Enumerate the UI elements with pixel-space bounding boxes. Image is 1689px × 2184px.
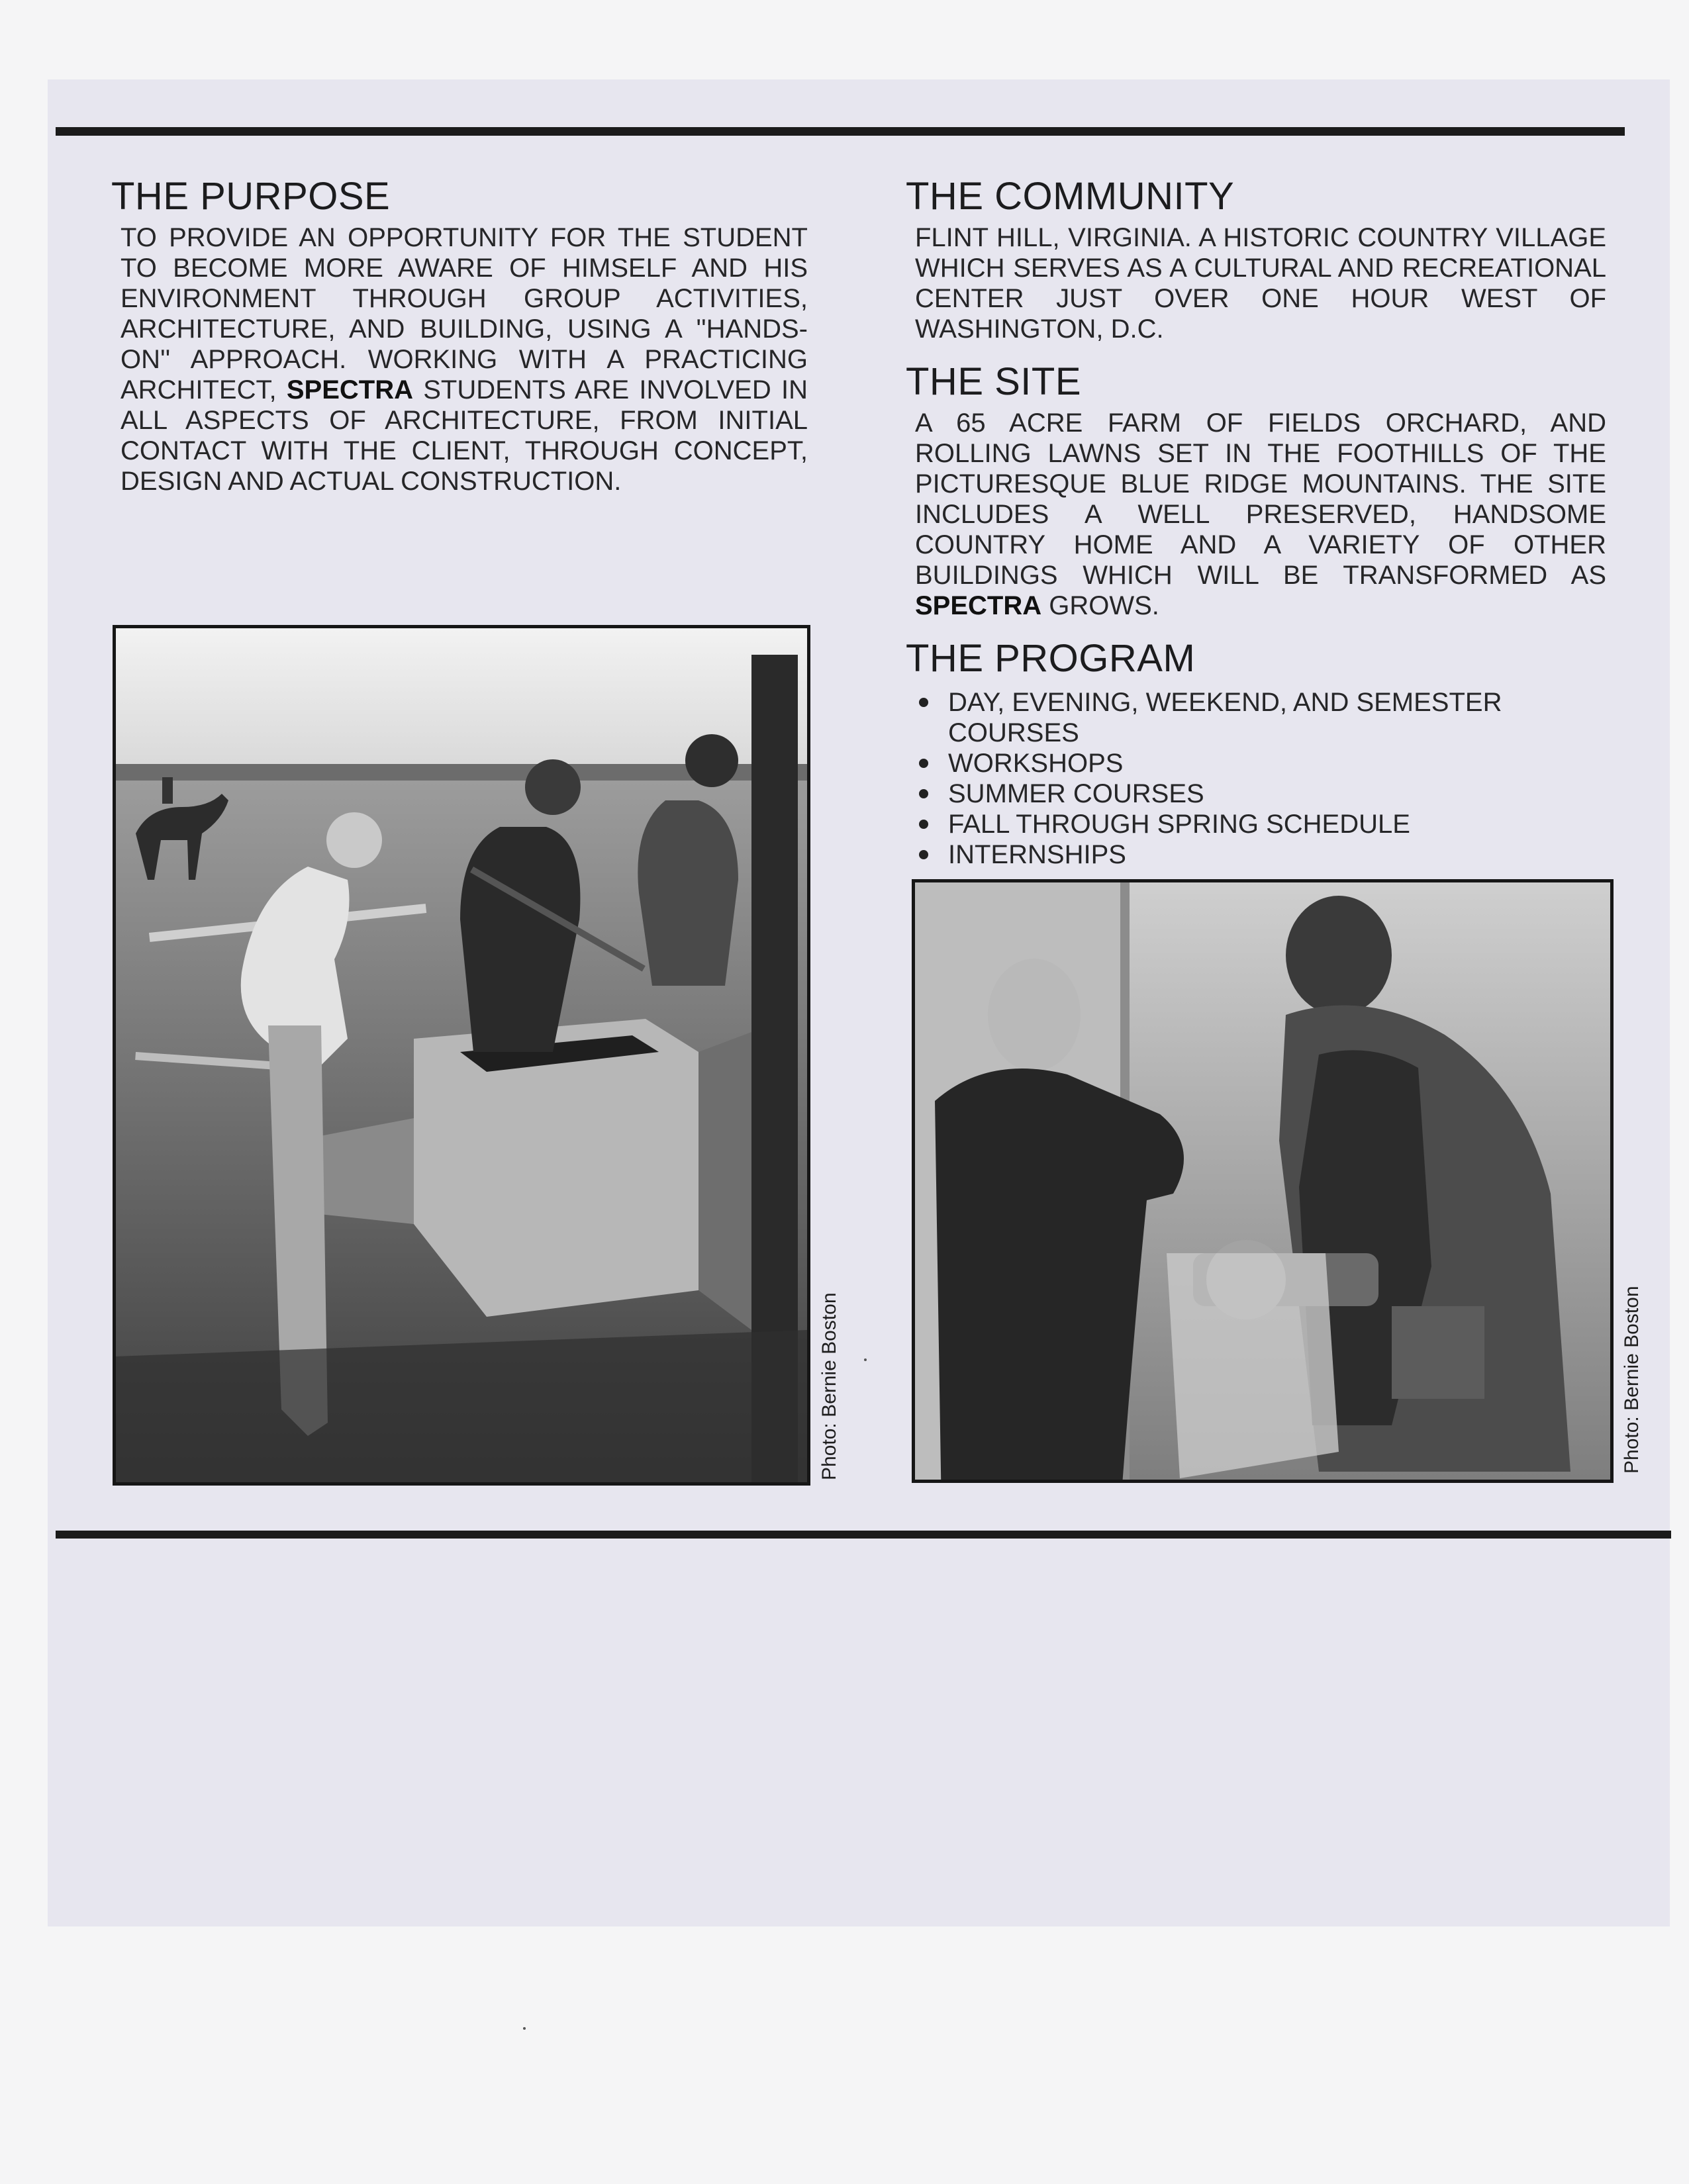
bullet-icon [919,698,928,707]
purpose-text-start: TO PROVIDE AN OPPORTUNITY FOR THE STUDENT TO BECOME MORE AWARE OF HIMSELF AND HIS ENVIRONMENT THROUGH GROUP ACTIVITIES, ARCHITECTURE, AND BUILDING, USING A ''HANDS-ON'' APPROACH. WORKING WITH A PRACTICING ARCHITECT, [121,223,808,404]
community-text: FLINT HILL, VIRGINIA. A HISTORIC COUNTRY VILLAGE WHICH SERVES AS A CULTURAL AND RECREATIONAL CENTER JUST OVER ONE HOUR WEST OF WASHINGTON, D.C. [915,223,1606,344]
photo-power-saw-lesson-image [915,882,1610,1480]
community-section [906,177,1606,344]
program-list [915,687,1606,870]
program-item [915,687,1606,748]
purpose-section [111,177,808,497]
right-column [906,177,1606,888]
program-item-label: INTERNSHIPS [948,840,1126,869]
purpose-text [121,222,808,497]
left-column [111,177,808,515]
program-item [915,748,1606,779]
photo-power-saw-lesson [912,879,1614,1483]
photo-credit-left: Photo: Bernie Boston [818,1292,840,1480]
site-brand-name: SPECTRA [915,591,1042,620]
bottom-rule [56,1531,1671,1539]
site-text-end: GROWS. [1041,591,1159,620]
program-item [915,809,1606,839]
program-heading: THE PROGRAM [906,637,1196,680]
scan-speck [523,2027,526,2030]
photo-students-digging-image [116,628,807,1482]
bullet-icon [919,850,928,859]
program-item-label: SUMMER COURSES [948,779,1204,808]
bullet-icon [919,789,928,798]
scan-speck [864,1358,867,1361]
program-item [915,839,1606,870]
photo-students-digging [113,625,810,1486]
bullet-icon [919,759,928,768]
site-heading: THE SITE [906,360,1082,403]
program-item-label: WORKSHOPS [948,749,1124,778]
purpose-text-end: STUDENTS ARE INVOLVED IN ALL ASPECTS OF ARCHITECTURE, FROM INITIAL CONTACT WITH THE CLIENT, THROUGH CONCEPT, DESIGN AND ACTUAL CONSTRUCTION. [121,375,808,496]
photo-credit-right: Photo: Bernie Boston [1621,1286,1643,1474]
program-section [906,637,1606,870]
purpose-heading: THE PURPOSE [111,175,391,218]
bullet-icon [919,820,928,829]
site-text-start: A 65 ACRE FARM OF FIELDS ORCHARD, AND ROLLING LAWNS SET IN THE FOOTHILLS OF THE PICTURESQUE BLUE RIDGE MOUNTAINS. THE SITE INCLUDES A WELL PRESERVED, HANDSOME COUNTRY HOME AND A VARIETY OF OTHER BUILDINGS WHICH WILL BE TRANSFORMED AS [915,408,1606,590]
site-section [906,360,1606,621]
community-heading: THE COMMUNITY [906,175,1235,218]
site-text [915,408,1606,621]
program-item-label: FALL THROUGH SPRING SCHEDULE [948,810,1410,839]
program-item [915,779,1606,809]
top-rule [56,127,1625,136]
program-item-label: DAY, EVENING, WEEKEND, AND SEMESTER COURSES [948,688,1502,747]
purpose-brand-name: SPECTRA [286,375,413,404]
